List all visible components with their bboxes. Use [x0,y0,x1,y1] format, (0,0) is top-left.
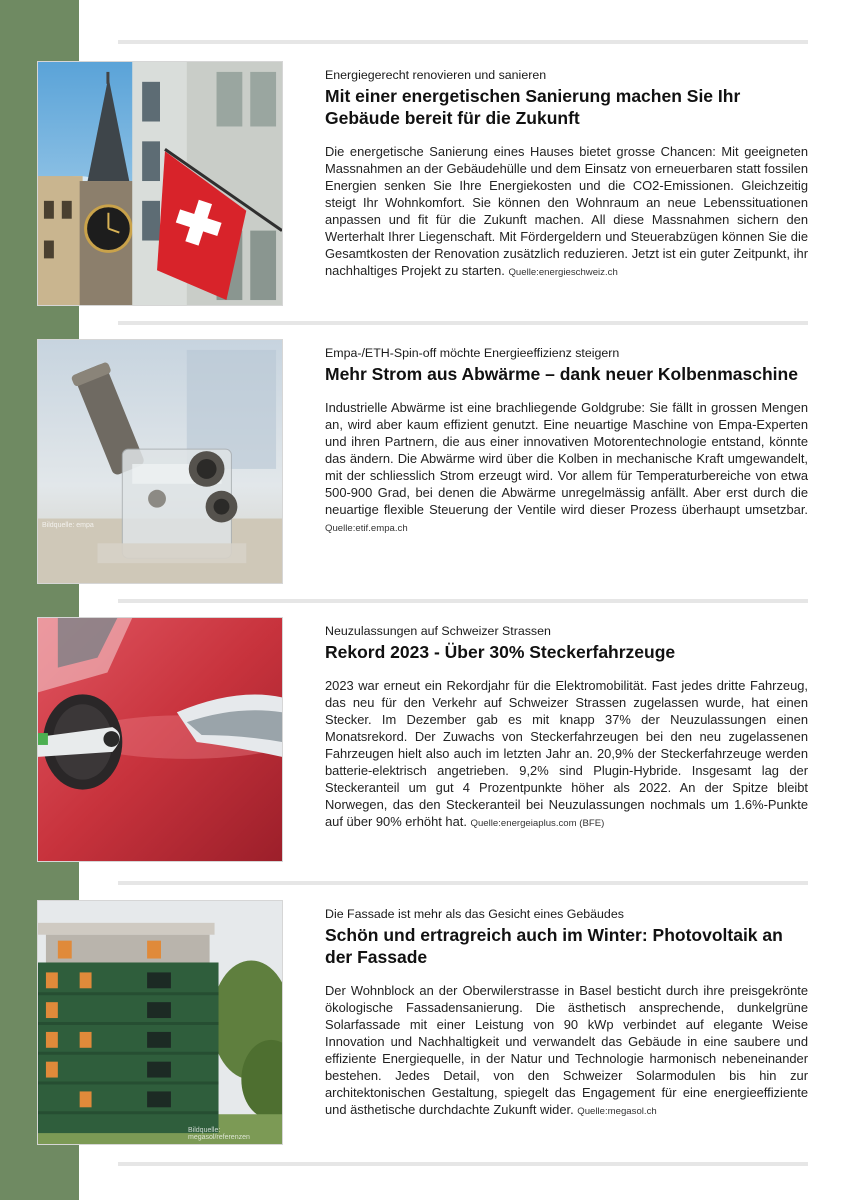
article-source: Quelle:etif.empa.ch [325,523,408,535]
article-photo-solar-facade [37,900,283,1145]
article-solar-facade [37,900,808,1145]
article-photo-ev-charging [37,617,283,862]
article-body [325,982,808,1120]
article-kicker: Die Fassade ist mehr als das Gesicht eines Gebäudes [325,907,624,921]
article-body-text: 2023 war erneut ein Rekordjahr für die Elektromobilität. Fast jedes dritte Fahrzeug, das neu für den Verkehr auf Schweizer Strassen zugelassen wurde, hat einen Stecker. Im Dezember gab es mit knapp 37% der Neuzulassungen einen Monatsrekord. Der Zuwachs von Steckerfahrzeugen bei den neu zugelassenen Fahrzeugen hielt also auch im letzten Jahr an. 20,9% der Steckerfahrzeuge werden batterie-elektrisch angetrieben. 9,2% sind Plugin-Hybride. Insgesamt lag der Steckeranteil um gut 4 Prozentpunkte höher als 2022. An der Spitze bleibt Norwegen, das den Steckeranteil bei Neuzulassungen nochmals um 1.6%-Punkte auf über 90% erhöht hat. [325,678,808,830]
divider [118,599,808,603]
article-kicker: Energiegerecht renovieren und sanieren [325,68,547,82]
article-body-text: Die energetische Sanierung eines Hauses bietet grosse Chancen: Mit geeigneten Massnahmen an der Gebäudehülle und dem Einsatz von erneuerbaren statt fossilen Energien senken Sie Ihre Energiekosten und die CO2-Emissionen. Gleichzeitig steigt Ihr Wohnkomfort. Sie können den Wohnraum an neue Lebenssituationen anpassen und fit für die Zukunft machen. All diese Massnahmen sichern den Werterhalt Ihrer Liegenschaft. Mit Fördergeldern und Steuerabzügen können Sie die Gesamtkosten der Renovation zusätzlich reduzieren. Jetzt ist ein guter Zeitpunkt, ihr nachhaltiges Projekt zu starten. [325,144,808,279]
article-energy-renovation [37,61,808,306]
divider [118,1162,808,1166]
article-headline: Mit einer energetischen Sanierung machen Sie Ihr Gebäude bereit für die Zukunft [325,86,741,128]
article-kicker: Neuzulassungen auf Schweizer Strassen [325,624,551,638]
article-body [325,677,808,832]
divider [118,321,808,325]
article-photo-church-flag [37,61,283,306]
article-body-text: Industrielle Abwärme ist eine brachliegende Goldgrube: Sie fällt in grossen Mengen an, wird aber kaum effizient genutzt. Eine neuartige Maschine von Empa-Experten und ihren Partnern, die aus einer innovativen Motorentechnologie entstand, könnte das ändern. Die Abwärme wird über die Kolben in mechanische Kraft umgewandelt, mit der schliesslich Strom erzeugt wird. Vor allem für Temperaturbereiche von etwa 500-900 Grad, bei denen die Abwärme unregelmässig anfällt. Aber erst durch die neuartige flexible Steuerung der Ventile wird dieser Prozess überhaupt umsetzbar. [325,400,808,518]
article-plugin-vehicles [37,617,808,862]
divider [118,40,808,44]
article-headline: Schön und ertragreich auch im Winter: Photovoltaik an der Fassade [325,925,783,967]
article-body [325,143,808,281]
article-source: Quelle:megasol.ch [577,1106,657,1118]
photo-credit: Bildquelle: empa [42,522,94,529]
article-body-text: Der Wohnblock an der Oberwilerstrasse in Basel besticht durch ihre preisgekrönte ökologische Fassadensanierung. Die ästhetisch ansprechende, dunkelgrüne Solarfassade mit einer Leistung von 90 kWp verbindet auf elegante Weise Innovation und Nachhaltigkeit und verwandelt das Gebäude in eine saubere und effiziente Energiequelle, in der Natur und Technologie harmonisch nebeneinander bestehen. Jedes Detail, von den Schweizer Solarmodulen bis hin zur architektonischen Gestaltung, spiegelt das Engagement für eine energieeffiziente und ästhetische durchdachte Zukunft wider. [325,983,808,1118]
divider [118,881,808,885]
article-photo-piston-machine [37,339,283,584]
article-source: Quelle:energeiaplus.com (BFE) [470,818,605,830]
article-waste-heat [37,339,808,584]
article-headline: Rekord 2023 - Über 30% Steckerfahrzeuge [325,642,676,662]
article-source: Quelle:energieschweiz.ch [508,267,618,279]
photo-credit: Bildquelle: megasol/referenzen [188,1127,250,1141]
article-kicker: Empa-/ETH-Spin-off möchte Energieeffizienz steigern [325,346,620,360]
article-headline: Mehr Strom aus Abwärme – dank neuer Kolbenmaschine [325,364,798,384]
article-body [325,399,808,537]
